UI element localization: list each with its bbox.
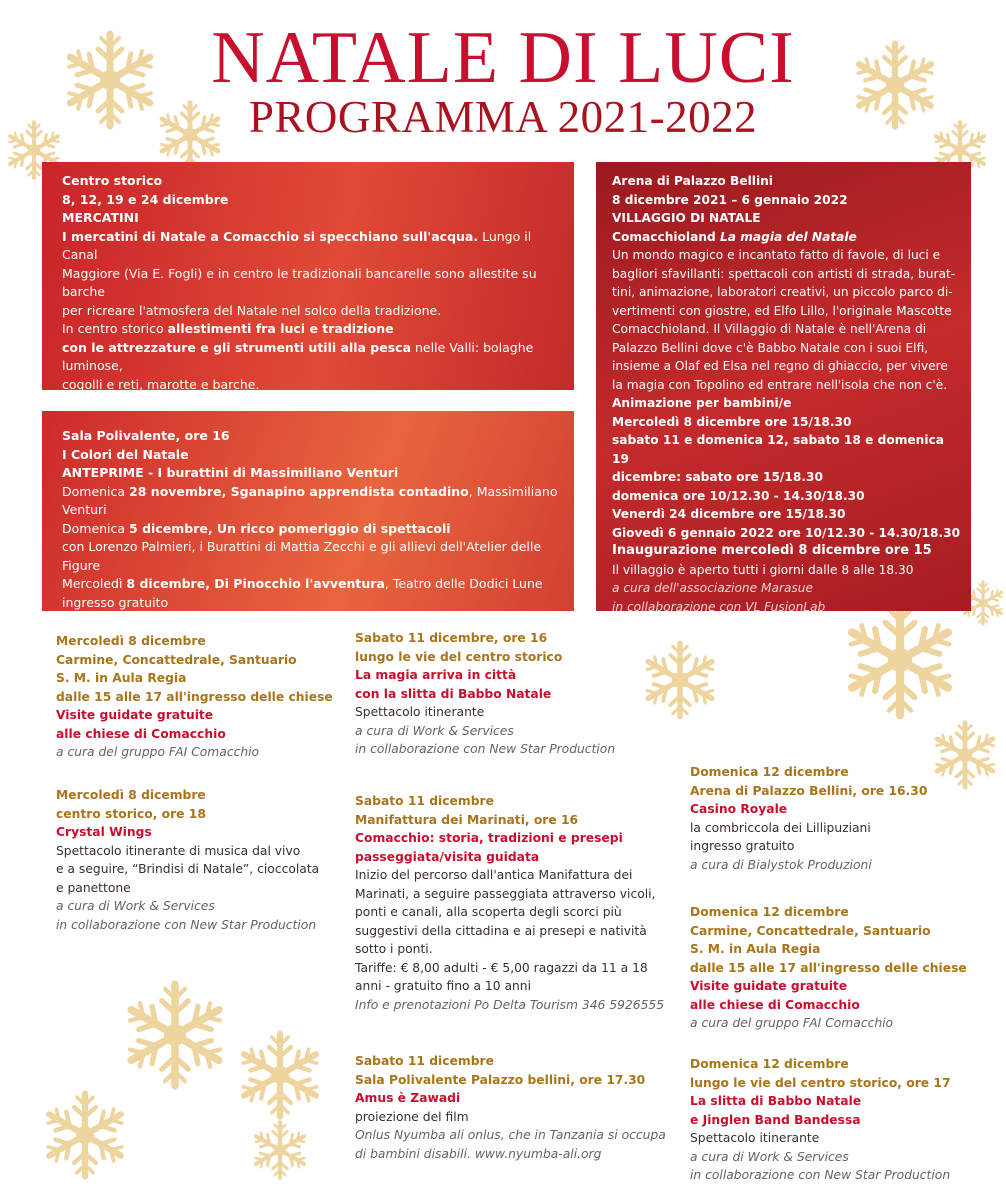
panel-text: con le attrezzature e gli strumenti utili alla pesca nelle Valli: bolaghe luminose, <box>62 339 534 373</box>
event-title: La magia arriva in città <box>355 668 517 682</box>
event-title: Comacchio: storia, tradizioni e presepi <box>355 831 623 845</box>
event-description: sotto i ponti. <box>355 942 433 956</box>
schedule-line: sabato 11 e domenica 12, sabato 18 e domenica 19 <box>612 433 944 466</box>
event-magia-slitta <box>355 629 615 759</box>
event-description: anni - gratuito fino a 10 anni <box>355 979 531 993</box>
panel-credit: in collaborazione con VL FusionLab <box>612 599 826 614</box>
event-credit: a cura di Bialystok Produzioni <box>690 857 872 872</box>
event-credit: a cura di Work & Services <box>355 723 514 738</box>
snowflake-icon <box>640 640 720 720</box>
event-description: ponti e canali, alla scoperta degli scorci più <box>355 905 622 919</box>
panel-subtitle: Comacchioland La magia del Natale <box>612 229 857 244</box>
snowflake-icon <box>120 980 230 1090</box>
event-credit: in collaborazione con New Star Production <box>690 1168 951 1182</box>
event-title: con la slitta di Babbo Natale <box>355 686 552 701</box>
event-crystal-wings <box>56 786 319 934</box>
panel-text: la magia con Topolino ed entrare nell'isola che non c'è. <box>612 377 948 392</box>
event-credit: a cura del gruppo FAI Comacchio <box>690 1016 894 1030</box>
panel-text: Domenica 28 novembre, Sganapino apprendista contadino, Massimiliano Venturi <box>62 483 558 517</box>
panel-event-name: MERCATINI <box>62 210 139 225</box>
event-description: Marinati, a seguire passeggiata attraverso vicoli, <box>355 886 656 901</box>
event-time: dalle 15 alle 17 all'ingresso delle chiese <box>690 960 967 975</box>
panel-text: per ricreare l'atmosfera del Natale nel solco della tradizione. <box>62 302 442 318</box>
panel-text: Palazzo Bellini dove c'è Babbo Natale con i suoi Elfi, <box>612 340 929 355</box>
event-credit: in collaborazione con New Star Production <box>355 742 616 756</box>
panel-text: Il villaggio è aperto tutti i giorni dalle 8 alle 18.30 <box>612 562 914 577</box>
event-storia-tradizioni <box>355 792 664 1014</box>
page-title: NATALE DI LUCI <box>211 17 795 99</box>
panel-text: bagliori sfavillanti: spettacoli con artisti di strada, burat- <box>612 266 956 281</box>
event-date: Sabato 11 dicembre, ore 16 <box>355 631 548 645</box>
event-title: e Jinglen Band Bandessa <box>690 1112 861 1127</box>
panel-credit: a cura dell'associazione Marasue <box>612 581 814 595</box>
event-place: lungo le vie del centro storico, ore 17 <box>690 1075 951 1090</box>
event-credit: Info e prenotazioni Po Delta Tourism 346 5926555 <box>355 997 665 1012</box>
snowflake-icon <box>235 1030 325 1120</box>
panel-centro-storico <box>42 162 574 410</box>
snowflake-icon <box>250 1120 310 1180</box>
panel-text: insieme a Olaf ed Elsa nel regno di ghiaccio, per vivere <box>612 359 948 373</box>
panel-event-name: VILLAGGIO DI NATALE <box>612 211 761 225</box>
panel-text: I mercatini di Natale a Comacchio si specchiano sull'acqua. Lungo il Canal <box>62 228 532 262</box>
event-title: Amus è Zawadi <box>355 1091 461 1105</box>
panel-text: Mercoledì 8 dicembre, Di Pinocchio l'avventura, Teatro delle Dodici Lune <box>62 576 543 591</box>
event-title: Crystal Wings <box>56 825 152 839</box>
page-subtitle: PROGRAMMA 2021-2022 <box>248 92 758 142</box>
event-slitta-jinglen <box>690 1055 951 1185</box>
panel-place: Centro storico <box>62 173 163 188</box>
panel-dates: 8 dicembre 2021 – 6 gennaio 2022 <box>612 192 848 207</box>
event-place: Carmine, Concattedrale, Santuario <box>56 652 297 667</box>
event-description: e panettone <box>56 880 131 895</box>
panel-dates: 8, 12, 19 e 24 dicembre <box>62 191 229 207</box>
event-date: Domenica 12 dicembre <box>690 905 849 919</box>
schedule-line: Giovedì 6 gennaio 2022 ore 10/12.30 - 14.30/18.30 <box>612 525 961 540</box>
snowflake-icon <box>930 720 1000 790</box>
snowflake-icon <box>40 1090 130 1180</box>
panel-text: Comacchioland. Il Villaggio di Natale è nell'Arena di <box>612 322 927 336</box>
panel-text: Itinerario di visita a bordo di un trenino. <box>62 395 347 410</box>
event-description: Tariffe: € 8,00 adulti - € 5,00 ragazzi da 11 a 18 <box>355 960 648 975</box>
schedule-line: Animazione per bambini/e <box>612 396 792 410</box>
schedule-line: domenica ore 10/12.30 - 14.30/18.30 <box>612 488 865 503</box>
panel-text: In centro storico allestimenti fra luci e tradizione <box>62 321 394 336</box>
event-place: S. M. in Aula Regia <box>690 942 821 956</box>
event-date: Sabato 11 dicembre <box>355 1054 494 1068</box>
panel-inauguration: Inaugurazione mercoledì 8 dicembre ore 15 <box>612 543 932 558</box>
event-place: Carmine, Concattedrale, Santuario <box>690 923 931 938</box>
event-description: Spettacolo itinerante di musica dal vivo <box>56 843 301 858</box>
event-date: Mercoledì 8 dicembre <box>56 788 206 802</box>
event-credit: a cura di Work & Services <box>690 1149 849 1164</box>
event-description: Inizio del percorso dall'antica Manifattura dei <box>355 868 633 882</box>
snowflake-icon <box>840 600 960 720</box>
schedule-line: dicembre: sabato ore 15/18.30 <box>612 470 823 484</box>
panel-sala-polivalente <box>42 411 574 628</box>
panel-text: ingresso gratuito <box>62 594 169 610</box>
event-description: ingresso gratuito <box>690 839 795 853</box>
panel-text: Maggiore (Via E. Fogli) e in centro le tradizionali bancarelle sono allestite su barche <box>62 265 537 299</box>
event-date: Domenica 12 dicembre <box>690 765 849 779</box>
event-title: passeggiata/visita guidata <box>355 849 540 864</box>
event-time: dalle 15 alle 17 all'ingresso delle chiese <box>56 689 333 704</box>
event-credit: in collaborazione con New Star Production <box>56 917 317 932</box>
event-title: Visite guidate gratuite <box>56 708 214 722</box>
event-place: S. M. in Aula Regia <box>56 671 187 685</box>
event-place: centro storico, ore 18 <box>56 806 206 821</box>
event-title: Visite guidate gratuite <box>690 979 848 993</box>
event-credit: Onlus Nyumba ali onlus, che in Tanzania si occupa <box>355 1128 666 1142</box>
event-credit: a cura del gruppo FAI Comacchio <box>56 745 260 759</box>
event-title: alle chiese di Comacchio <box>690 997 860 1012</box>
event-title: La slitta di Babbo Natale <box>690 1094 862 1108</box>
event-visite-12-dicembre <box>690 903 967 1033</box>
panel-text: con Lorenzo Palmieri, i Burattini di Mattia Zecchi e gli allievi dell'Atelier delle Figure <box>62 539 542 573</box>
panel-text: tini, animazione, laboratori creativi, un piccolo parco di- <box>612 285 953 299</box>
event-date: Mercoledì 8 dicembre <box>56 634 206 648</box>
event-place: Manifattura dei Marinati, ore 16 <box>355 812 579 827</box>
schedule-line: Mercoledì 8 dicembre ore 15/18.30 <box>612 414 852 429</box>
panel-arena <box>596 162 971 614</box>
event-description: e a seguire, “Brindisi di Natale”, cioccolata <box>56 862 320 876</box>
event-date: Sabato 11 dicembre <box>355 794 494 808</box>
event-place: Sala Polivalente Palazzo bellini, ore 17.30 <box>355 1072 646 1087</box>
event-description: proiezione del film <box>355 1109 469 1124</box>
panel-credit: a cura di Bialystok Produzioni <box>62 613 247 628</box>
panel-text: Un mondo magico e incantato fatto di favole, di luci e <box>612 248 941 262</box>
event-amus-zawadi <box>355 1052 666 1163</box>
panel-event-name: I Colori del Natale <box>62 446 189 462</box>
panel-text: Domenica 5 dicembre, Un ricco pomeriggio di spettacoli <box>62 520 451 536</box>
event-description: Spettacolo itinerante <box>690 1131 820 1145</box>
event-description: la combriccola dei Lillipuziani <box>690 820 871 835</box>
event-title: Casino Royale <box>690 802 788 816</box>
panel-text: vertimenti con giostre, ed Elfo Lillo, l'originale Mascotte <box>612 303 952 318</box>
event-place: lungo le vie del centro storico <box>355 649 563 664</box>
event-casino-royale <box>690 763 927 874</box>
panel-place: Arena di Palazzo Bellini <box>612 174 773 188</box>
event-date: Domenica 12 dicembre <box>690 1057 849 1071</box>
panel-subtitle: ANTEPRIME - I burattini di Massimiliano Venturi <box>62 465 399 480</box>
schedule-line: Venerdì 24 dicembre ore 15/18.30 <box>612 507 846 521</box>
event-description: suggestivi della cittadina e ai presepi e natività <box>355 923 647 938</box>
event-description: Spettacolo itinerante <box>355 705 485 719</box>
event-title: alle chiese di Comacchio <box>56 726 226 741</box>
panel-text: cogolli e reti, marotte e barche. <box>62 376 260 392</box>
event-visite-8-dicembre <box>56 632 333 762</box>
event-credit: di bambini disabili. www.nyumba-ali.org <box>355 1146 602 1161</box>
event-place: Arena di Palazzo Bellini, ore 16.30 <box>690 783 928 798</box>
panel-place: Sala Polivalente, ore 16 <box>62 428 230 443</box>
event-credit: a cura di Work & Services <box>56 899 215 913</box>
